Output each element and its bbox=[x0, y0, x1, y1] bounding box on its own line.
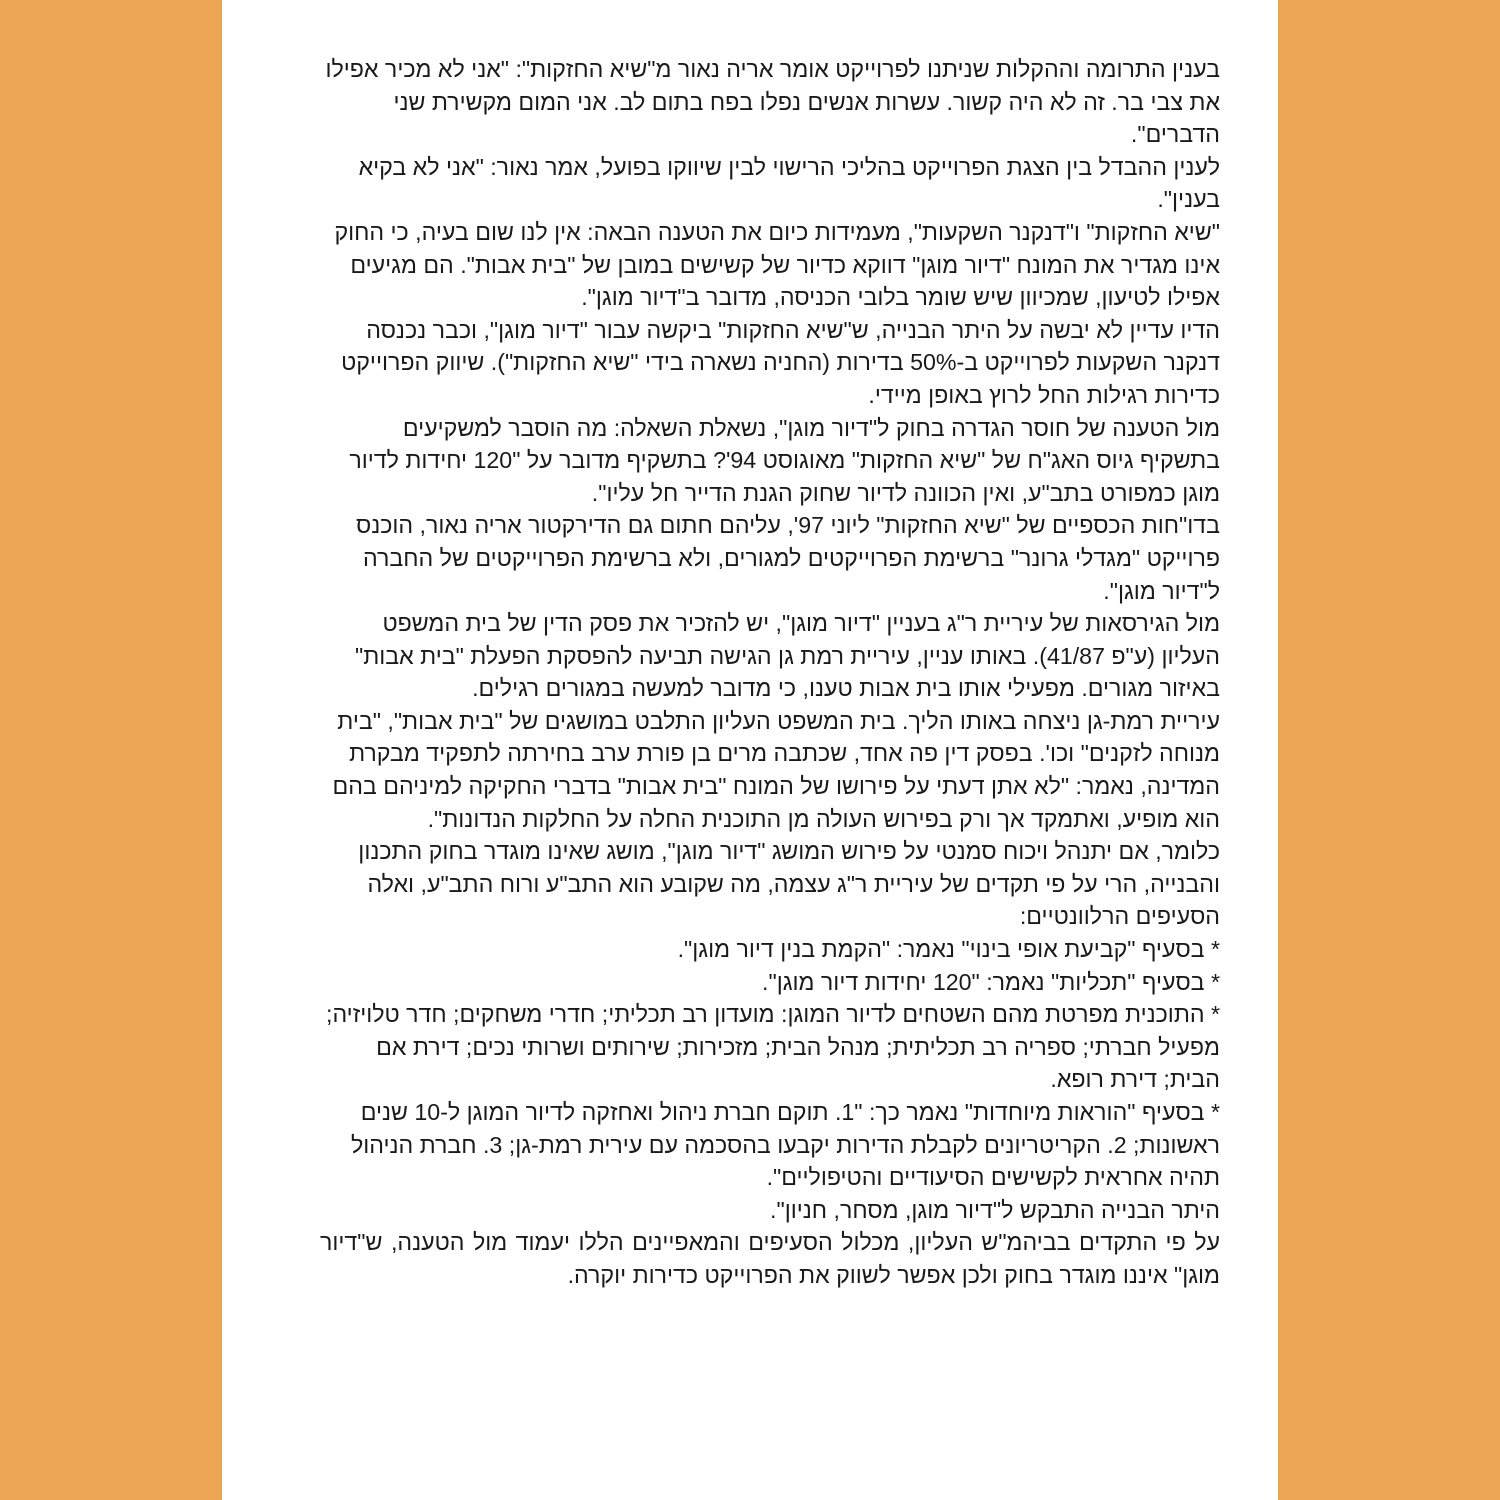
paragraph-court-ruling: מול הגירסאות של עיריית ר"ג בעניין "דיור מוגן", יש להזכיר את פסק הדין של בית המשפט העליון (ע"פ 41/87). באותו עניין, עיריית רמת גן הגישה תביעה להפסקת הפעלת "בית אבות" באיזור מגורים. מפעילי אותו בית אבות טענו, כי מדובר למעשה במגורים רגילים. bbox=[355, 610, 1220, 702]
paragraph-licensing-difference: לענין ההבדל בין הצגת הפרוייקט בהליכי הרישוי לבין שיווקו בפועל, אמר נאור: "אני לא בקיא בענין". bbox=[358, 153, 1220, 213]
bullet-purposes: * בסעיף "תכליות" נאמר: "120 יחידות דיור מוגן". bbox=[762, 968, 1220, 995]
paragraph-conclusion: על פי התקדים בביהמ"ש העליון, מכלול הסעיפים והמאפיינים הללו יעמוד מול הטענה, ש"דיור מוגן" איננו מוגדר בחוק ולכן אפשר לשווק את הפרוייקט כדירות יוקרה. bbox=[320, 1229, 1220, 1288]
document-page bbox=[222, 0, 1278, 1500]
paragraph-prospectus: מול הטענה של חוסר הגדרה בחוק ל"דיור מוגן", נשאלת השאלה: מה הוסבר למשקיעים בתשקיף גיוס האג"ח של "שיא החזקות" מאוגוסט 94'? בתשקיף מדובר על "120 יחידות לדיור מוגן כמפורט בתב"ע, ואין הכוונה לדיור שחוק הגנת הדייר חל עליו". bbox=[349, 414, 1220, 506]
bullet-areas: * התוכנית מפרטת מהם השטחים לדיור המוגן: מועדון רב תכליתי; חדרי משחקים; חדר טלויזיה; מפעיל חברתי; ספריה רב תכליתית; מנהל הבית; מזכירות; שירותים ושרותי נכים; דירת אם הבית; דירת רופא. bbox=[326, 1001, 1220, 1093]
paragraph-donation: בענין התרומה וההקלות שניתנו לפרוייקט אומר אריה נאור מ"שיא החזקות": "אני לא מכיר אפילו את צבי בר. זה לא היה קשור. עשרות אנשים נפלו בפח בתום לב. אני המום מקשירת שני הדברים". bbox=[325, 56, 1220, 148]
paragraph-building-permit: הדיו עדיין לא יבשה על היתר הבנייה, ש"שיא החזקות" ביקשה עבור "דיור מוגן", וכבר נכנסה דנקנר השקעות לפרוייקט ב-50% בדירות (החניה נשארה בידי "שיא החזקות"). שיווק הפרוייקט כדירות רגילות החל לרוץ באופן מיידי. bbox=[341, 316, 1220, 408]
paragraph-permit-request: היתר הבנייה התבקש ל"דיור מוגן, מסחר, חניון". bbox=[770, 1196, 1220, 1223]
article-body bbox=[320, 53, 1220, 1292]
paragraph-ramat-gan-won: עיריית רמת-גן ניצחה באותו הליך. בית המשפט העליון התלבט במושגים של "בית אבות", "בית מנוחה לזקנים" וכו'. בפסק דין פה אחד, שכתבה מרים בן פורת ערב בחירתה לתפקיד מבקרת המדינה, נאמר: "לא אתן דעתי על פירושו של המונח "בית אבות" בדברי החקיקה למיניהם בהם הוא מופיע, ואתמקד אך ורק בפירוש העולה מן התוכנית החלה על החלקות הנדונות". bbox=[332, 707, 1220, 832]
bullet-special-instructions: * בסעיף "הוראות מיוחדות" נאמר כך: "1. תוקם חברת ניהול ואחזקה לדיור המוגן ל-10 שנים ראשונות; 2. הקריטריונים לקבלת הדירות יקבעו בהסכמה עם עירית רמת-גן; 3. חברת הניהול תהיה אחראית לקשישים הסיעודיים והטיפוליים". bbox=[350, 1099, 1220, 1191]
paragraph-companies-claim: "שיא החזקות" ו"דנקנר השקעות", מעמידות כיום את הטענה הבאה: אין לנו שום בעיה, כי החוק אינו מגדיר את המונח "דיור מוגן" דווקא כדיור של קשישים במובן של "בית אבות". הם מגיעים אפילו לטיעון, שמכיוון שיש שומר בלובי הכניסה, מדובר ב"דיור מוגן". bbox=[334, 218, 1220, 311]
paragraph-financial-reports: בדו"חות הכספיים של "שיא החזקות" ליוני 97', עליהם חתום גם הדירקטור אריה נאור, הוכנס פרוייקט "מגדלי גרונר" ברשימת הפרוייקטים למגורים, ולא ברשימת הפרוייקטים של החברה ל"דיור מוגן". bbox=[356, 512, 1220, 604]
bullet-building-character: * בסעיף "קביעת אופי בינוי" נאמר: "הקמת בנין דיור מוגן". bbox=[677, 936, 1220, 963]
paragraph-semantic-debate: כלומר, אם יתנהל ויכוח סמנטי על פירוש המושג "דיור מוגן", מושג שאינו מוגדר בחוק התכנון והבנייה, הרי על פי תקדים של עיריית ר"ג עצמה, מה שקובע הוא התב"ע ורוח התב"ע, ואלה הסעיפים הרלוונטיים: bbox=[358, 838, 1220, 930]
